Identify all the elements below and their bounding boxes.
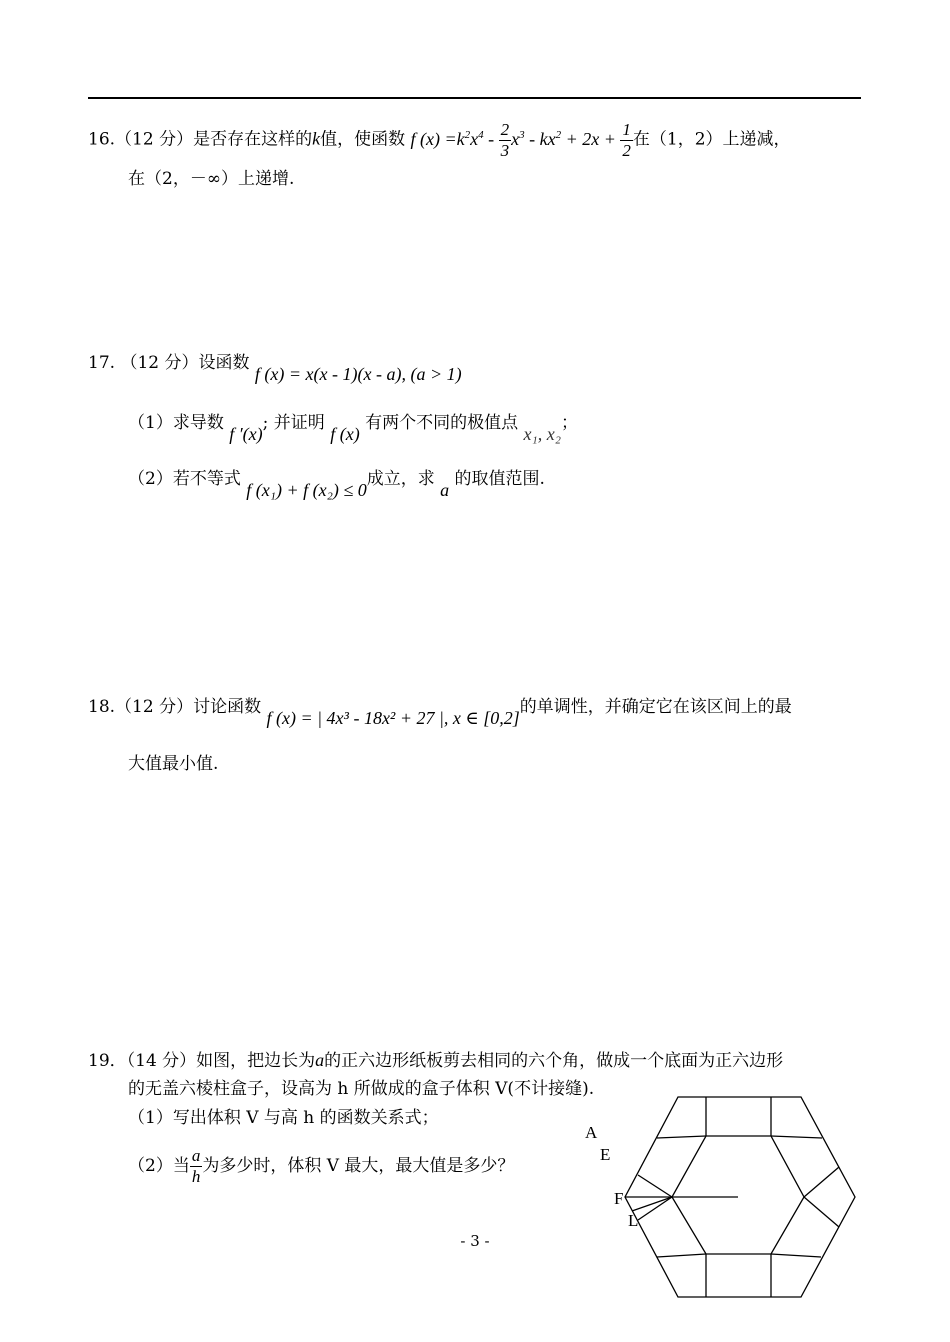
q19-part1: （1）写出体积 V 与高 h 的函数关系式； bbox=[128, 1108, 439, 1128]
q17-p2-text-c: 的取值范围. bbox=[454, 469, 545, 489]
cut-line bbox=[657, 1254, 706, 1257]
q17-p1-text-c: 有两个不同的极值点 bbox=[365, 413, 519, 433]
q18-line2: 大值最小值. bbox=[128, 754, 219, 774]
cut-line bbox=[804, 1167, 839, 1197]
q16-frac-1: $\frac{2}{3}$ bbox=[500, 120, 510, 160]
cut-line bbox=[657, 1136, 706, 1138]
q19-line2: 的无盖六棱柱盒子，设高为 h 所做成的盒子体积 V(不计接缝). bbox=[128, 1079, 595, 1099]
q17-extrema-points: x₁, x₂ bbox=[523, 424, 561, 444]
q17-var-a: a bbox=[440, 480, 450, 500]
auxiliary-line bbox=[632, 1197, 672, 1211]
q18-tail: 的单调性，并确定它在该区间上的最 bbox=[519, 697, 792, 717]
label-a: A bbox=[585, 1123, 598, 1142]
q17-head: 17. （12 分）设函数 bbox=[88, 353, 250, 373]
label-l: L bbox=[628, 1211, 639, 1230]
q19-frac-a-over-h: $\frac{a}{h}$ bbox=[191, 1146, 201, 1186]
cut-line bbox=[638, 1175, 672, 1197]
q19-head-tail: 的正六边形纸板剪去相同的六个角，做成一个底面为正六边形 bbox=[324, 1051, 784, 1071]
q16-formula: f $(x) =k^2x^4$ - $\frac{2}{3}$ $x^3 - kx^2 + 2x$ + $\frac{1}{2}$ bbox=[410, 120, 631, 160]
q19-head: 19．（14 分）如图，把边长为 bbox=[88, 1051, 316, 1071]
q16-tail: 在（1，2）上递减， bbox=[632, 129, 791, 150]
cut-line bbox=[638, 1197, 672, 1220]
q17-formula: f (x) = x(x - 1)(x - a), (a > 1) bbox=[254, 364, 462, 384]
q16-mid: 值，使函数 bbox=[320, 129, 406, 150]
q16-line2: 在（2，－∞）上递增. bbox=[128, 169, 295, 189]
q17-fprime: f ′(x) bbox=[229, 424, 263, 444]
cut-line bbox=[804, 1197, 839, 1227]
q17-inequality: f (x₁) + f (x₂) ≤ 0 bbox=[246, 480, 367, 500]
cut-line bbox=[771, 1254, 821, 1257]
q19-p2-text-a: （2）当 bbox=[128, 1156, 190, 1176]
page-number: - 3 - bbox=[460, 1232, 490, 1250]
q17-p1-end: ； bbox=[561, 413, 578, 433]
q19-p2-text-b: 为多少时，体积 V 最大，最大值是多少？ bbox=[202, 1156, 515, 1176]
q16-frac-2: $\frac{1}{2}$ bbox=[622, 120, 631, 160]
label-e: E bbox=[600, 1145, 611, 1164]
q18-formula: f (x) = | 4x³ - 18x² + 27 |, x ∈ [0,2] bbox=[266, 708, 520, 728]
q17-p1-text-a: （1）求导数 bbox=[128, 413, 224, 433]
q18-head: 18.（12 分）讨论函数 bbox=[88, 697, 262, 717]
q17-fx: f (x) bbox=[330, 424, 360, 444]
q17-p1-text-b: ; 并证明 bbox=[262, 413, 325, 433]
q17-p2-text-a: （2）若不等式 bbox=[128, 469, 241, 489]
q16-head: 16.（12 分）是否存在这样的 bbox=[88, 129, 313, 150]
q17-p2-text-b: 成立，求 bbox=[366, 469, 435, 489]
label-f: F bbox=[614, 1189, 624, 1208]
cut-line bbox=[771, 1136, 822, 1138]
q16-var-k: k bbox=[312, 128, 321, 149]
q19-var-a: a bbox=[315, 1050, 325, 1070]
